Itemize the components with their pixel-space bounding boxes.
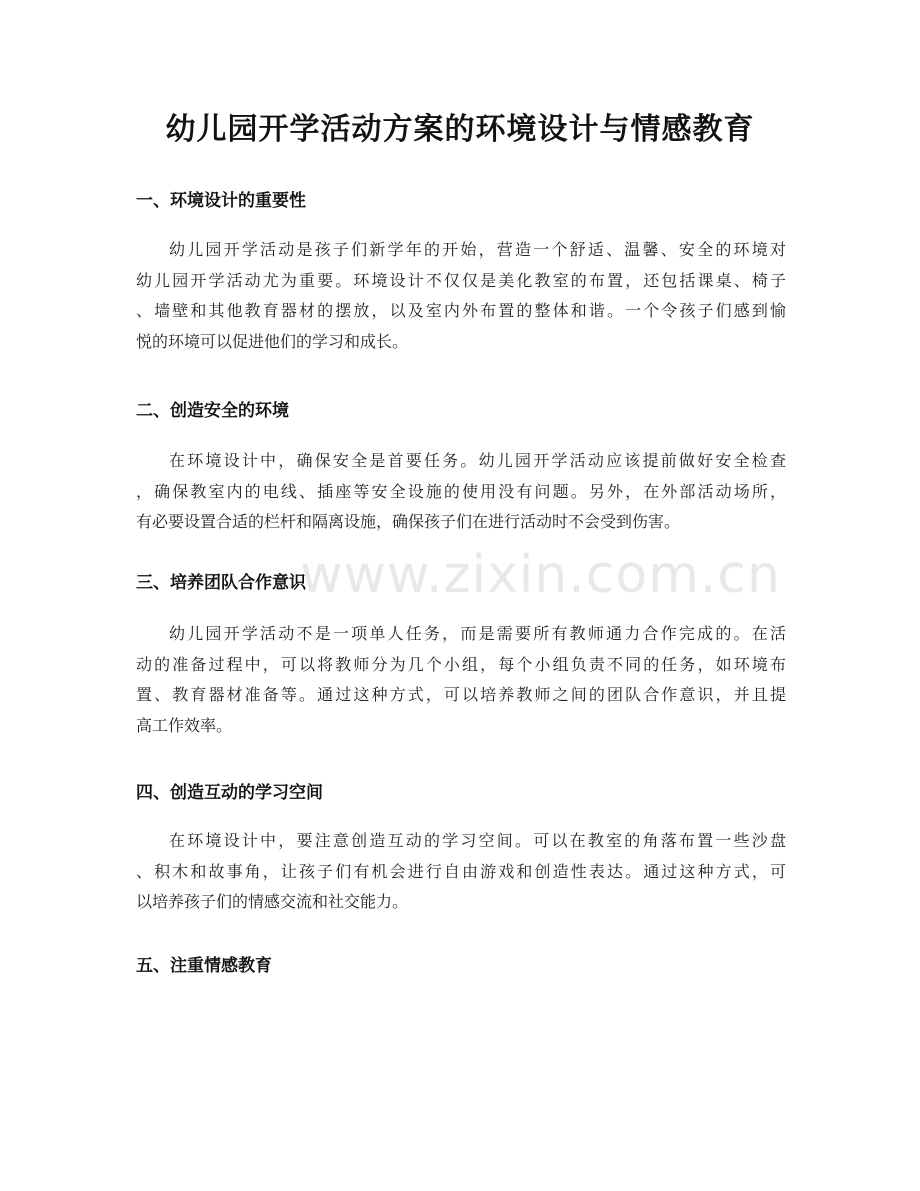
paragraph-line: 动的准备过程中，可以将教师分为几个小组，每个小组负责不同的任务，如环境布 bbox=[136, 654, 786, 674]
section-heading-2: 二、创造安全的环境 bbox=[136, 401, 289, 421]
section-paragraph-2 bbox=[136, 446, 786, 538]
paragraph-line: 在环境设计中，确保安全是首要任务。幼儿园开学活动应该提前做好安全检查 bbox=[169, 451, 786, 470]
paragraph-line: 、墙壁和其他教育器材的摆放，以及室内外布置的整体和谐。一个令孩子们感到愉 bbox=[136, 301, 786, 320]
section-heading-1: 一、环境设计的重要性 bbox=[136, 191, 306, 211]
paragraph-line: 有必要设置合适的栏杆和隔离设施，确保孩子们在进行活动时不会受到伤害。 bbox=[136, 512, 681, 531]
paragraph-line: 幼儿园开学活动是孩子们新学年的开始，营造一个舒适、温馨、安全的环境对 bbox=[169, 240, 786, 259]
watermark: www.zixin.com.cn bbox=[300, 545, 781, 605]
paragraph-line: 置、教育器材准备等。通过这种方式，可以培养教师之间的团队合作意识，并且提 bbox=[136, 685, 786, 704]
section-heading-5: 五、注重情感教育 bbox=[136, 956, 272, 976]
document-title: 幼儿园开学活动方案的环境设计与情感教育 bbox=[165, 112, 755, 147]
paragraph-line: 、积木和故事角，让孩子们有机会进行自由游戏和创造性表达。通过这种方式，可 bbox=[136, 861, 786, 881]
section-paragraph-1 bbox=[136, 235, 786, 357]
paragraph-line: 以培养孩子们的情感交流和社交能力。 bbox=[136, 892, 409, 911]
paragraph-line: 高工作效率。 bbox=[136, 715, 233, 735]
section-heading-3: 三、培养团队合作意识 bbox=[136, 573, 306, 593]
section-paragraph-4 bbox=[136, 826, 786, 918]
section-paragraph-3 bbox=[136, 619, 786, 741]
paragraph-line: 幼儿园开学活动尤为重要。环境设计不仅仅是美化教室的布置，还包括课桌、椅子 bbox=[136, 270, 786, 290]
paragraph-line: 悦的环境可以促进他们的学习和成长。 bbox=[136, 331, 409, 351]
section-heading-4: 四、创造互动的学习空间 bbox=[136, 783, 323, 803]
paragraph-line: ，确保教室内的电线、插座等安全设施的使用没有问题。另外，在外部活动场所， bbox=[136, 481, 786, 501]
paragraph-line: 在环境设计中，要注意创造互动的学习空间。可以在教室的角落布置一些沙盘 bbox=[169, 831, 786, 850]
paragraph-line: 幼儿园开学活动不是一项单人任务，而是需要所有教师通力合作完成的。在活 bbox=[169, 624, 786, 643]
